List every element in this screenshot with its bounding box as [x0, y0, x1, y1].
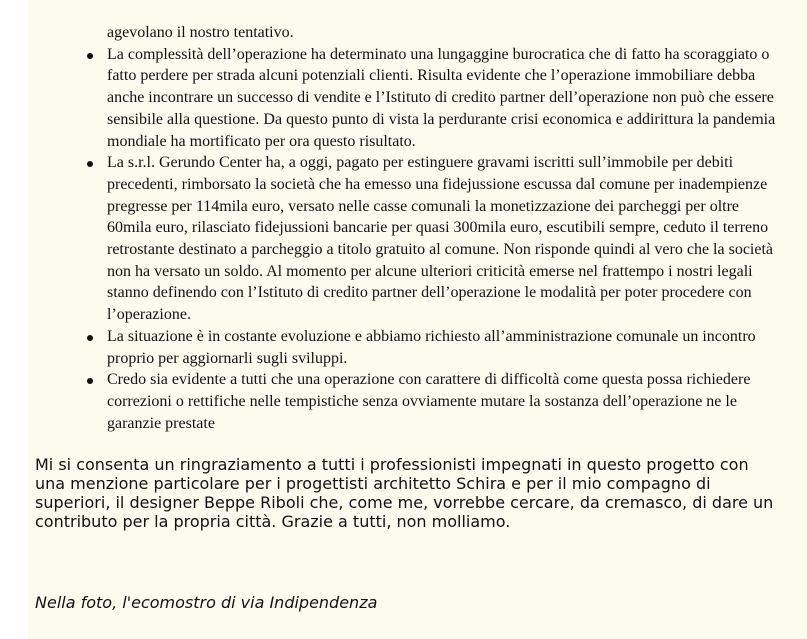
list-item-text: La s.r.l. Gerundo Center ha, a oggi, pagato per estinguere gravami iscritti sull’immobile per debiti precedenti, rimborsato la società che ha emesso una fidejussione escussa dal comune per inadempienze pregresse per 114mila euro, versato nelle casse comunali la monetizzazione dei parcheggi per oltre 60mila euro, rilasciato fidejussioni bancarie per quasi 300mila euro, escutibili sempre, ceduto il terreno retrostante destinato a parcheggio a titolo gratuito al comune. Non risponde quindi al vero che la società non ha versato un soldo. Al momento per alcune ulteriori criticità emerse nel frattempo i nostri legali stanno definendo con l’Istituto di credito partner dell’operazione le modalità per poter procedere con l’operazione.	[107, 154, 774, 324]
continued-text: agevolano il nostro tentativo.	[107, 24, 294, 41]
list-item	[78, 152, 778, 326]
bullet-icon	[87, 161, 93, 167]
bullet-icon	[87, 335, 93, 341]
thanks-paragraph: Mi si consenta un ringraziamento a tutti i professionisti impegnati in questo progetto con una menzione particolare per i progettisti architetto Schira e per il mio compagno di superiori, il designer Beppe Riboli che, come me, vorrebbe cercare, da cremasco, di dare un contributo per la propria città. Grazie a tutti, non molliamo.	[35, 455, 774, 531]
article-list-section	[78, 22, 778, 434]
list-item-text: La complessità dell’operazione ha determinato una lungaggine burocratica che di fatto ha scoraggiato o fatto perdere per strada alcuni potenziali clienti. Risulta evidente che l’operazione immobiliare debba anche incontrare un successo di vendite e l’Istituto di credito partner dell’operazione non può che essere sensibile alla questione. Da questo punto di vista la perdurante crisi economica e addirittura la pandemia mondiale ha mortificato per ora questo risultato.	[107, 45, 776, 150]
bullet-icon	[87, 378, 93, 384]
list-item	[78, 44, 778, 153]
article-panel	[28, 0, 807, 639]
photo-caption: Nella foto, l'ecomostro di via Indipendenza	[35, 593, 378, 612]
bullet-list	[78, 44, 778, 435]
bullet-icon	[87, 53, 93, 59]
list-item-text: La situazione è in costante evoluzione e abbiamo richiesto all’amministrazione comunale un incontro proprio per aggiornarli sugli sviluppi.	[107, 327, 756, 367]
list-item	[78, 326, 778, 369]
list-item	[78, 369, 778, 434]
list-item-text: Credo sia evidente a tutti che una operazione con carattere di difficoltà come questa possa richiedere correzioni o rettifiche nelle tempistiche senza ovviamente mutare la sostanza dell’operazione ne le garanzie prestate	[107, 371, 751, 432]
